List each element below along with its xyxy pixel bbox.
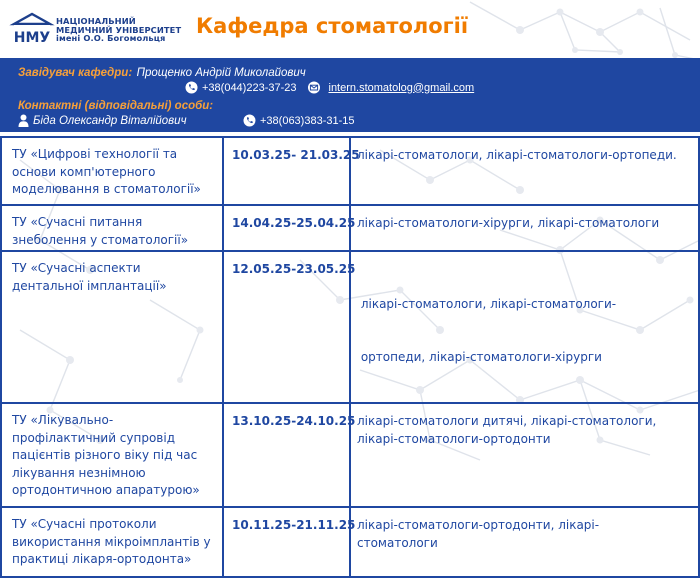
course-name-line: профілактичний супровід [12,430,176,445]
course-dates: 10.03.25- 21.03.25 [223,137,350,205]
course-name-line: дентальної імплантації» [12,278,167,293]
phone-icon [185,81,198,94]
head-label: Завідувач кафедри: [18,67,133,79]
course-name-line: основи комп'ютерного [12,164,156,179]
head-phone: +38(044)223-37-23 [202,81,297,94]
head-name: Прощенко Андрій Миколайович [136,67,306,79]
course-audience-cell [350,205,699,251]
logo-letters: НМУ [13,30,51,46]
course-name-cell [1,251,223,403]
course-name-line: практиці лікаря-ортодонта» [12,552,192,567]
university-name-line: імені О.О. Богомольця [56,33,166,44]
contacts-label-row [18,96,213,114]
course-name-line: ТУ «Лікувально- [12,412,114,427]
course-dates: 10.11.25-21.11.25 [223,507,350,577]
course-dates: 14.04.25-25.04.25 [223,205,350,251]
courses-table [0,136,700,578]
phone-icon [243,114,256,127]
course-name-line: моделювання в стоматології» [12,182,201,197]
course-name-line: ТУ «Сучасні протоколи [12,516,157,531]
contact-phone: +38(063)383-31-15 [260,114,355,127]
course-audience-cell [350,507,699,577]
course-audience-line: лікарі-стоматологи-хірурги, лікарі-стоматологи [357,216,660,230]
university-name [56,17,186,43]
course-row [1,137,699,205]
course-name-line: пацієнтів різного віку під час [12,448,198,463]
contact-person-row [18,114,187,127]
contact-phone-row [243,114,355,127]
course-row [1,205,699,251]
course-audience-line: лікарі-стоматологи-ортодонти, лікарі- [357,517,600,532]
course-name-cell [1,403,223,507]
course-name-cell [1,137,223,205]
person-icon [18,114,29,127]
course-name-line: використання мікроімплантів у [12,534,211,549]
course-name-line: ТУ «Сучасні питання [12,215,143,229]
course-audience-cell [350,137,699,205]
course-name-line: ТУ «Цифрові технології та [12,147,178,161]
contacts-label: Контактні (відповідальні) особи: [18,100,214,112]
course-audience-line: лікарі-стоматологи, лікарі-стоматологи-ортопеди. [357,148,677,162]
course-row [1,403,699,507]
course-name-line: знеболення у стоматології» [12,232,189,247]
course-audience-line: стоматологи [357,535,438,550]
course-name-cell [1,205,223,251]
head-contacts-row [185,81,474,94]
email-link[interactable]: intern.stomatolog@gmail.com [328,81,475,94]
contact-name: Біда Олександр Віталійович [33,114,187,127]
header [0,0,700,58]
course-row [1,251,699,403]
head-of-department-row [18,63,306,81]
course-audience-line: лікарі-стоматологи-ортодонти [357,431,551,446]
course-audience-line: лікарі-стоматологи, лікарі-стоматологи- [357,297,617,312]
course-name-line: ТУ «Сучасні аспекти [12,261,141,276]
course-dates: 12.05.25-23.05.25 [223,251,350,403]
course-audience-cell [350,403,699,507]
course-name-line: ортодонтичною апаратурою» [12,483,200,498]
course-dates: 13.10.25-24.10.25 [223,403,350,507]
university-logo-icon [12,12,52,46]
course-name-line: лікування незнімною [12,465,146,480]
course-audience-line: ортопеди, лікарі-стоматологи-хірурги [357,350,602,365]
university-name-line: МЕДИЧНИЙ УНІВЕРСИТЕТ [56,24,182,35]
course-audience-line: лікарі-стоматологи дитячі, лікарі-стоматологи, [357,413,657,428]
page-title: Кафедра стоматології [196,14,469,38]
email-icon [307,81,321,94]
university-name-line: НАЦІОНАЛЬНИЙ [56,16,136,26]
course-audience-cell [350,251,699,403]
course-row [1,507,699,577]
course-name-cell [1,507,223,577]
contact-info-panel [0,58,700,132]
